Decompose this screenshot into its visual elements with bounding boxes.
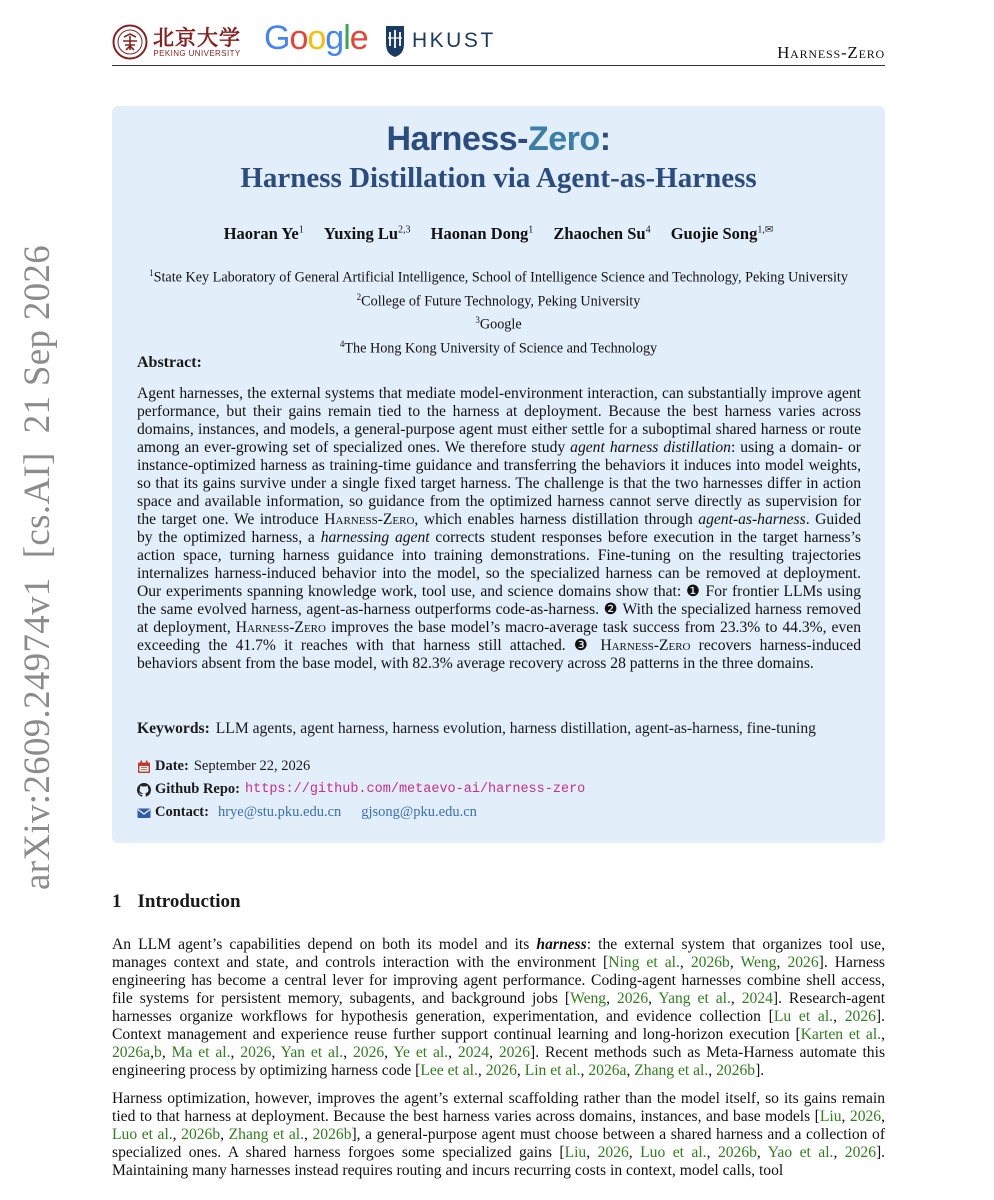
pku-chinese-name: 北京大学 [153,24,241,50]
email-link[interactable]: hrye@stu.pku.edu.cn [217,804,342,820]
citation-link[interactable]: Weng [740,954,777,971]
text-segment: , [679,954,691,971]
mail-icon [137,806,151,820]
text-segment: ]. Context management and experience reuse further support continual learning and long-horizon execution [ [112,1008,886,1043]
text-segment: , [708,1062,717,1079]
text-segment: , [833,1008,845,1025]
abstract-segment: Agent harnesses, the external systems that mediate model-environment interaction, can substantially improve agent performance, but their gains remain tied to the harness at deployment. Because the best harness varies across domains, instances, and models, a general-purpose agent must either settle for a suboptimal shared harness or route among an ever-growing set of specialized ones. We therefore study [137,385,861,456]
section-title: Introduction [137,891,241,912]
citation-link[interactable]: Liu [819,1108,842,1125]
text-segment: ], a general-purpose agent must choose between a shared harness and a collection of specialized ones. A shared harness forgoes some specialized gains [ [112,1126,886,1161]
citation-link[interactable]: Lu et al. [773,1008,834,1025]
calendar-icon [137,760,151,774]
citation-link[interactable]: 2026 [844,1008,876,1025]
author [431,224,534,243]
citation-link[interactable]: Yao et al. [767,1144,834,1161]
title-colon: : [599,120,611,158]
citation-link[interactable]: 2026 [352,1044,385,1061]
author-affil-sup: 4 [645,224,651,236]
google-letter: l [343,19,350,57]
citation-link[interactable]: Zhang et al. [634,1062,709,1079]
affiliation-sup: 1 [149,268,154,278]
repo-row [137,781,585,798]
citation-link[interactable]: Ma et al. [171,1044,231,1061]
keywords-text: LLM agents, agent harness, harness evolution, harness distillation, agent-as-harness, fine-tuning [215,720,816,737]
date-label: Date: [155,758,189,774]
citation-link[interactable]: 2026b [181,1126,221,1143]
abstract-emphasis: agent-as-harness [698,511,806,528]
text-segment: , [384,1044,394,1061]
google-letter: o [307,19,326,57]
citation-link[interactable]: 2026a [112,1044,151,1061]
keywords-label: Keywords: [137,720,210,737]
repo-label: Github Repo: [155,781,241,797]
title-part1: Harness- [386,120,528,158]
author [224,224,304,243]
author-list [112,224,885,244]
author-affil-sup: 2,3 [398,224,411,236]
github-icon [137,783,151,797]
affiliation-sup: 2 [356,291,362,302]
author-affil-sup: 1 [298,224,304,236]
text-segment: , [230,1044,241,1061]
affiliation-list [112,264,885,359]
text-segment: , [833,1144,845,1161]
author-affil-sup: 1,✉ [757,224,774,236]
citation-link[interactable]: 2024 [741,990,773,1007]
citation-link[interactable]: 2026b [716,1062,756,1079]
pku-seal-icon [112,24,148,60]
google-letter: G [264,19,290,57]
affiliation [112,264,885,288]
keywords-line [137,720,816,738]
text-segment: , [172,1126,182,1143]
google-letter: o [289,19,308,57]
author-name: Yuxing Lu [323,224,399,243]
method-name: Harness-Zero [600,637,691,654]
citation-link[interactable]: b [154,1044,162,1061]
text-segment: , [516,1062,525,1079]
abstract-box [112,106,885,843]
method-name: Harness-Zero [235,619,326,636]
text-segment: , [756,1144,768,1161]
citation-link[interactable]: 2026 [844,1144,876,1161]
citation-link[interactable]: 2026 [849,1108,882,1125]
affiliation-sup: 3 [475,315,480,326]
text-segment: , [841,1108,850,1125]
author [553,224,650,243]
text-segment: , [628,1144,641,1161]
citation-link[interactable]: 2026a [588,1062,627,1079]
arxiv-identifier: arXiv:2609.24974v1 [cs.AI] 21 Sep 2026 [17,244,58,890]
citation-link[interactable]: Ning et al. [608,954,680,971]
citation-link[interactable]: 2024 [457,1044,490,1061]
text-segment: , [220,1126,229,1143]
text-segment: ]. Research-agent harnesses organize workflows for hypothesis generation, experimentation, and evidence collection [ [112,990,886,1025]
abstract-heading: Abstract: [137,354,202,371]
text-segment: , [706,1144,718,1161]
author-name: Haonan Dong [430,224,529,243]
citation-link[interactable]: Luo et al. [112,1126,173,1143]
citation-link[interactable]: Yang et al. [658,990,731,1007]
text-segment: , [150,1044,155,1061]
text-segment: , [586,1144,598,1161]
citation-link[interactable]: 2026 [597,1144,629,1161]
citation-link[interactable]: 2026 [485,1062,517,1079]
abstract-segment: , which enables harness distillation through [414,511,699,528]
citation-link[interactable]: Lee et al. [420,1062,478,1079]
author-name: Haoran Ye [223,224,299,243]
text-segment: , [881,1108,885,1125]
abstract-segment: . Guided by the optimized harness, a [137,511,862,546]
affiliation-text: The Hong Kong University of Science and Technology [344,340,658,357]
abstract-segment: improves the base model’s macro-average task success from 23.3% to 44.3%, even exceeding the 41.7% it reaches with that harness still attached. ❸ [137,619,861,654]
pku-english-name: PEKING UNIVERSITY [153,48,241,58]
text-segment: Harness optimization, however, improves the agent’s external scaffolding rather than the model itself, so its gains remain tied to that harness at deployment. Because the best harness varies across domains, instances, and base models [ [112,1090,885,1125]
text-segment: , [489,1044,499,1061]
author [324,224,411,243]
text-segment: , [606,990,617,1007]
section-number: 1 [112,891,122,912]
citation-link[interactable]: Ye et al. [393,1044,449,1061]
text-segment: An LLM agent’s capabilities depend on both its model and its [112,936,537,953]
affiliation [112,311,885,335]
contact-label: Contact: [155,804,209,820]
citation-link[interactable]: Lin et al. [524,1062,581,1079]
affiliation-sup: 4 [339,339,345,350]
text-segment: , [477,1062,486,1079]
citation-link[interactable]: 2026b [312,1126,352,1143]
text-segment: , [304,1126,313,1143]
abstract-emphasis: agent harness distillation [570,439,731,456]
google-letter: g [325,19,344,57]
abstract-text [137,385,861,673]
google-logo [264,18,368,58]
intro-paragraph-2 [112,1090,885,1180]
citation-link[interactable]: 2026 [787,954,819,971]
hkust-logo [384,24,496,58]
text-segment: , [730,990,742,1007]
affiliation-text: Google [479,317,522,334]
abstract-emphasis: harnessing agent [320,529,430,546]
citation-link[interactable]: Yan et al. [280,1044,344,1061]
citation-link[interactable]: 2026 [616,990,649,1007]
affiliation [112,335,885,359]
author [671,224,774,243]
citation-link[interactable]: 2026b [690,954,730,971]
author-affil-sup: 1 [528,224,534,236]
peking-university-logo [112,22,241,62]
text-segment: , [580,1062,589,1079]
affiliation [112,288,885,312]
text-segment: , [343,1044,353,1061]
citation-link[interactable]: 2026b [717,1144,757,1161]
text-segment: , [448,1044,458,1061]
text-segment: ]. Recent methods such as Meta-Harness automate this engineering process by optimizing harness code [ [112,1044,886,1079]
hkust-crest-icon [384,24,406,58]
text-segment: , [776,954,788,971]
abstract-segment: : using a domain- or instance-optimized harness as training-time guidance and transferring the behaviors it induces into model weights, so that its gains survive under a single fixed target harness. The challenge is that the two harnesses differ in action space and available information, so guidance from the optimized harness cannot serve directly as supervision for the target one. We introduce [137,439,861,528]
citation-link[interactable]: Karten et al. [800,1026,882,1043]
paper-title [112,120,885,159]
affiliation-text: State Key Laboratory of General Artificial Intelligence, School of Intelligence Science and Technology, Peking University [153,269,848,286]
citation-link[interactable]: Luo et al. [640,1144,707,1161]
hkust-name: HKUST [412,29,496,52]
text-segment: ]. [755,1062,765,1079]
abstract-segment: recovers harness-induced behaviors absent from the base model, with 82.3% average recovery across 28 patterns in the three domains. [137,637,861,672]
paper-subtitle: Harness Distillation via Agent-as-Harness [240,162,757,194]
text-segment: , [881,1026,885,1043]
affiliation-text: College of Future Technology, Peking University [361,293,641,310]
date-row [137,758,310,775]
repo-link[interactable]: https://github.com/metaevo-ai/harness-zero [245,782,586,797]
text-segment: , [161,1044,172,1061]
author-name: Guojie Song [670,224,758,243]
date-value: September 22, 2026 [193,758,311,774]
intro-paragraph-1 [112,936,885,1080]
text-segment: , [648,990,659,1007]
method-name: Harness-Zero [324,511,415,528]
citation-link[interactable]: 2026 [240,1044,272,1061]
citation-link[interactable]: Weng [570,990,607,1007]
google-letter: e [349,19,368,57]
text-segment: ]. Maintaining many harnesses instead requires routing and incurs recurring costs in context, model calls, tool [112,1144,886,1179]
citation-link[interactable]: Liu [564,1144,587,1161]
text-segment: , [729,954,741,971]
text-segment: ]. Harness engineering has become a central lever for improving agent performance. Coding-agent harnesses combine shell access, file systems for persistent memory, subagents, and background jobs [ [112,954,885,1007]
email-link[interactable]: gjsong@pku.edu.cn [361,804,477,820]
title-part2: Zero [528,120,600,158]
section-heading [112,891,241,913]
citation-link[interactable]: Zhang et al. [228,1126,305,1143]
page-header [112,18,885,66]
abstract-segment: corrects student responses before execution in the target harness’s action space, turning harness guidance into training demonstrations. Fine-tuning on the resulting trajectories internalizes harness-induced behavior into the model, so the specialized harness can be removed at deployment. Our experiments spanning knowledge work, tool use, and science domains show that: ❶ For frontier LLMs using the same evolved harness, agent-as-harness outperforms code-as-harness. ❷ With the specialized harness removed at deployment, [137,529,861,636]
author-name: Zhaochen Su [553,224,646,243]
running-title: Harness-Zero [777,43,885,62]
citation-link[interactable]: 2026 [498,1044,531,1061]
contact-row [137,804,497,821]
text-segment: , [271,1044,281,1061]
emphasis: harness [536,936,587,953]
text-segment: , [626,1062,635,1079]
text-segment: : the external system that organizes tool use, manages context and state, and controls interaction with the environment [ [112,936,885,971]
